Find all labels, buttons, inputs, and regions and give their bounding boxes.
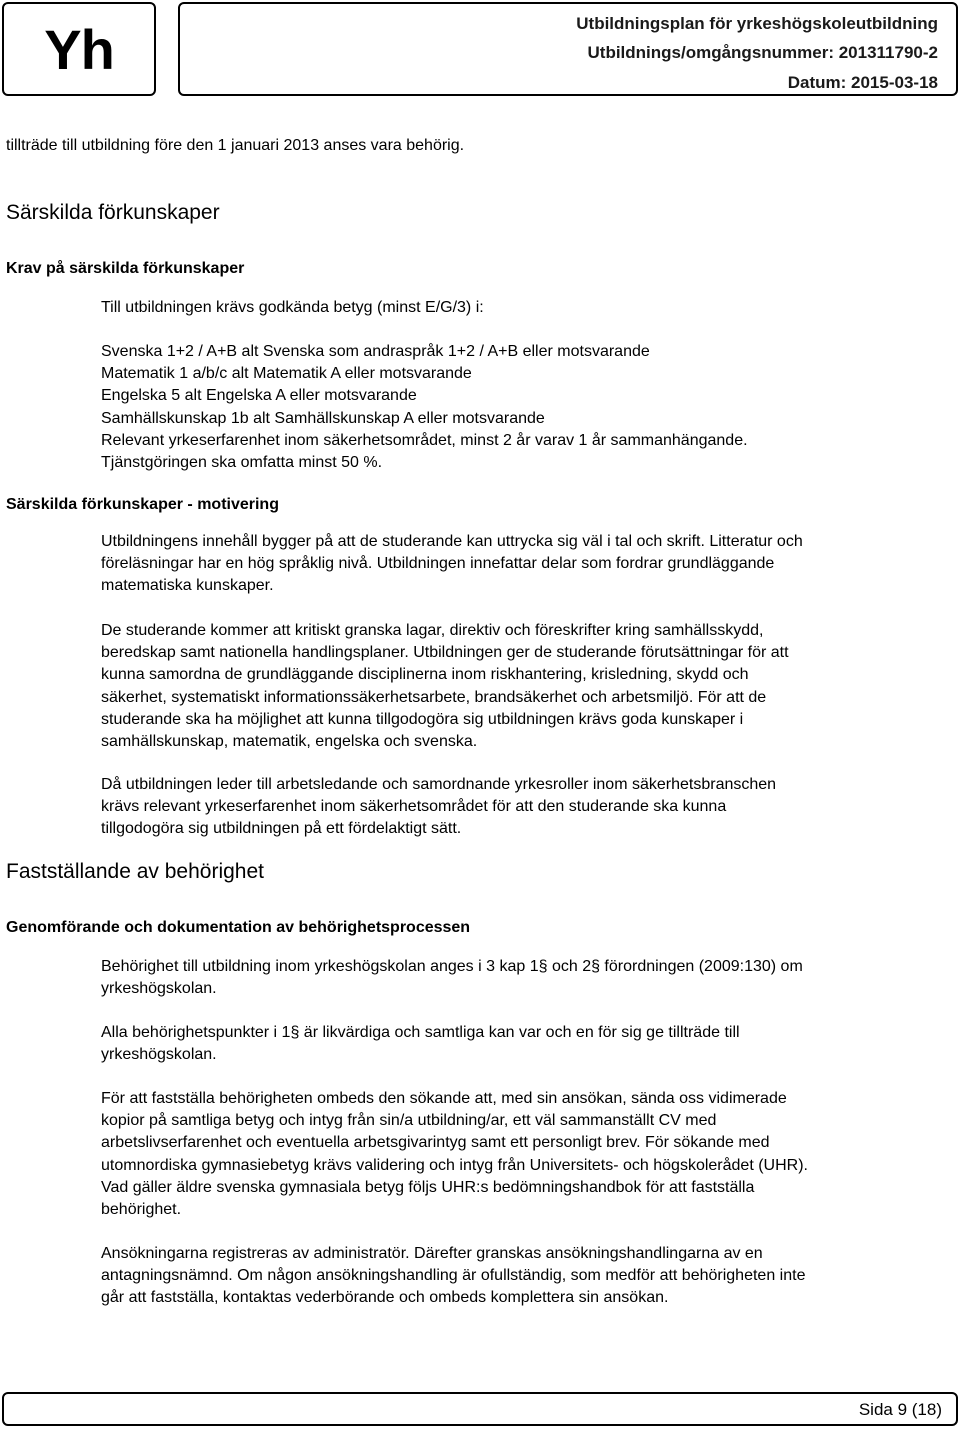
- intro-line: tillträde till utbildning före den 1 januari 2013 anses vara behörig.: [6, 137, 465, 154]
- krav-item: Engelska 5 alt Engelska A eller motsvarande: [101, 387, 417, 405]
- footer-box: [2, 1392, 958, 1426]
- subheading-genomforande: Genomförande och dokumentation av behörighetsprocessen: [6, 919, 471, 936]
- text-line: yrkeshögskolan.: [101, 1046, 217, 1064]
- text-line: Behörighet till utbildning inom yrkeshögskolan anges i 3 kap 1§ och 2§ förordningen (2009:130) om: [101, 958, 803, 975]
- text-line: studerande ska ha möjlighet att kunna tillgodogöra sig utbildningen krävs goda kunskaper i: [101, 710, 744, 728]
- header-box: [178, 2, 958, 96]
- text-line: beredskap samt nationella handlingsplaner. Utbildningen ger de studerande förutsättningar för att: [101, 644, 789, 662]
- krav-item: Relevant yrkeserfarenhet inom säkerhetsområdet, minst 2 år varav 1 år sammanhängande.: [101, 431, 748, 449]
- krav-item: Samhällskunskap 1b alt Samhällskunskap A eller motsvarande: [101, 409, 545, 427]
- section-heading-faststallande: Fastställande av behörighet: [6, 860, 264, 883]
- logo-box: [2, 2, 156, 96]
- section-heading-sarskilda: Särskilda förkunskaper: [6, 201, 220, 224]
- faststallande-paragraph-2: [101, 1022, 951, 1066]
- text-line: Utbildningens innehåll bygger på att de studerande kan uttrycka sig väl i tal och skrift. Litteratur och: [101, 533, 803, 550]
- krav-item: Tjänstgöringen ska omfatta minst 50 %.: [101, 454, 383, 472]
- faststallande-paragraph-1: [101, 956, 951, 1000]
- text-line: För att fastställa behörigheten ombeds den sökande att, med sin ansökan, sända oss vidimerade: [101, 1090, 787, 1107]
- krav-item: Svenska 1+2 / A+B alt Svenska som andraspråk 1+2 / A+B eller motsvarande: [101, 343, 650, 360]
- text-line: arbetslivserfarenhet och eventuella arbetsgivarintyg samt ett personligt brev. För sökande med: [101, 1134, 770, 1152]
- text-line: tillgodogöra sig utbildningen på ett fördelaktigt sätt.: [101, 820, 462, 838]
- motivering-paragraph-2: [101, 620, 951, 753]
- faststallande-paragraph-3: [101, 1088, 951, 1221]
- page-number: Sida 9 (18): [858, 1400, 942, 1419]
- text-line: De studerande kommer att kritiskt granska lagar, direktiv och föreskrifter kring samhällsskydd,: [101, 622, 764, 639]
- text-line: krävs relevant yrkeserfarenhet inom säkerhetsområdet för att den studerande ska kunna: [101, 798, 727, 816]
- logo: Yh: [44, 17, 114, 81]
- text-line: samhällskunskap, matematik, engelska och svenska.: [101, 733, 478, 751]
- subheading-motivering: Särskilda förkunskaper - motivering: [6, 496, 279, 513]
- text-line: matematiska kunskaper.: [101, 577, 274, 595]
- document-title: Utbildningsplan för yrkeshögskoleutbildning: [576, 14, 938, 33]
- text-line: antagningsnämnd. Om någon ansökningshandling är ofullständig, som medför att behörigheten inte: [101, 1267, 806, 1285]
- faststallande-paragraph-4: [101, 1243, 951, 1310]
- krav-list: [101, 341, 951, 474]
- text-line: yrkeshögskolan.: [101, 980, 217, 998]
- text-line: Då utbildningen leder till arbetsledande och samordnande yrkesroller inom säkerhetsbranschen: [101, 776, 777, 793]
- subheading-krav: Krav på särskilda förkunskaper: [6, 260, 245, 277]
- motivering-paragraph-1: [101, 531, 951, 598]
- text-line: går att fastställa, kontaktas vederbörande och ombeds komplettera sin ansökan.: [101, 1289, 669, 1307]
- text-line: behörighet.: [101, 1201, 182, 1219]
- text-line: Ansökningarna registreras av administratör. Därefter granskas ansökningshandlingarna av en: [101, 1245, 763, 1262]
- text-line: säkerhet, systematiskt informationssäkerhetsarbete, brandsäkerhet och arbetsmiljö. För att de: [101, 688, 767, 706]
- text-line: kunna samordna de grundläggande disciplinerna inom riskhantering, krisledning, skydd och: [101, 666, 749, 684]
- text-line: kopior på samtliga betyg och intyg från sin/a utbildning/ar, ett väl sammanställt CV med: [101, 1112, 717, 1130]
- document-number: Utbildnings/omgångsnummer: 201311790-2: [587, 43, 938, 62]
- document-date: Datum: 2015-03-18: [787, 73, 938, 92]
- text-line: Vad gäller äldre svenska gymnasiala betyg följs UHR:s bedömningshandbok för att fastställa: [101, 1178, 755, 1196]
- motivering-paragraph-3: [101, 774, 951, 841]
- text-line: utomnordiska gymnasiebetyg krävs validering och intyg från Universitets- och högskolerådet (UHR).: [101, 1156, 808, 1174]
- krav-item: Matematik 1 a/b/c alt Matematik A eller motsvarande: [101, 365, 472, 383]
- text-line: Alla behörighetspunkter i 1§ är likvärdiga och samtliga kan var och en för sig ge tillträde till: [101, 1024, 740, 1041]
- krav-intro: Till utbildningen krävs godkända betyg (minst E/G/3) i:: [101, 299, 484, 316]
- text-line: föreläsningar har en hög språklig nivå. Utbildningen innefattar delar som fordrar grundläggande: [101, 555, 775, 573]
